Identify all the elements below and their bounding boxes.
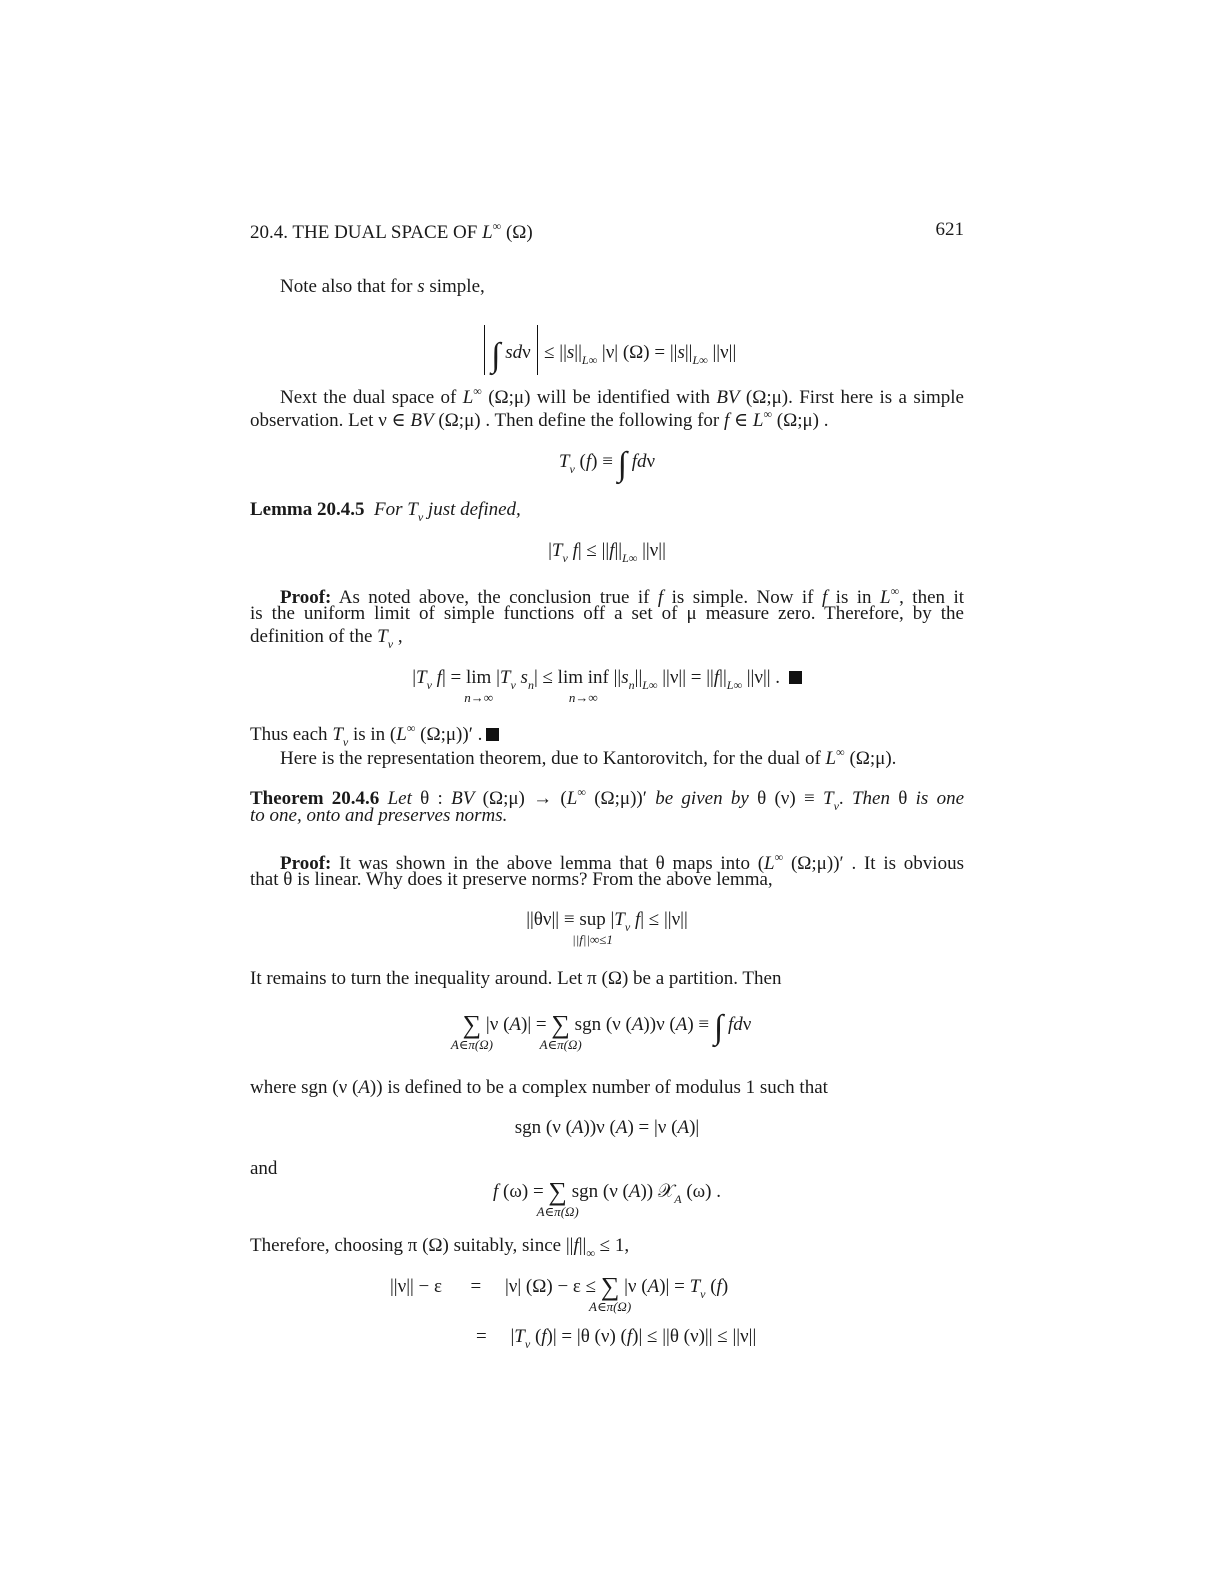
qed-square: [789, 671, 802, 684]
paragraph-remains: It remains to turn the inequality around. Let π (Ω) be a partition. Then: [250, 968, 782, 989]
paragraph-thus: Thus each $T_\nu$ is in (L∞ (Ω;μ))′ .: [250, 716, 964, 754]
paragraph-here: Here is the representation theorem, due to Kantorovitch, for the dual of L∞ (Ω;μ).: [280, 745, 897, 769]
equation-f-def: f (ω) = ∑ A∈π(Ω) sgn (ν (A)) 𝒳$_A$ (ω) .: [493, 1177, 721, 1219]
running-header: [250, 219, 964, 244]
paragraph-dual-2: observation. Let ν ∈ BV (Ω;μ) . Then define the following for f ∈ L∞ (Ω;μ) .: [250, 407, 829, 431]
proof-1-line-1: Proof: As noted above, the conclusion true if f is simple. Now if f is in L∞, then it: [280, 584, 965, 608]
equation-lemma: $|T_\nu$ $f| \le ||f||_{L\infty}$ ||ν||: [548, 540, 666, 565]
equation-sup: ||θν|| ≡ sup ||f||∞≤1 $|T_\nu$ f| ≤ ||ν||: [526, 909, 688, 947]
page-number: 621: [935, 219, 964, 240]
paragraph-where: where sgn (ν (A)) is defined to be a complex number of modulus 1 such that: [250, 1077, 828, 1098]
equation-simple-bound: ∫ $sd\nu \le ||s||_{L\infty}$ |ν| $(\Omega) = ||s||_{L\infty}$ ||ν||: [250, 325, 964, 375]
paragraph-note: Note also that for s simple,: [280, 276, 485, 297]
equation-lim: $|T_\nu$ f| = lim n→∞ $|T_\nu$ $s_n| \le \lim$ inf n→∞ $||s_n||_{L\infty}$ $||\nu|| = ||f||_{L\infty}$ ||ν|| .: [250, 666, 964, 697]
equation-T-def: $T_\nu$ (f) ≡ ∫ fdν: [558, 446, 656, 483]
proof-2-line-2: that θ is linear. Why does it preserve norms? From the above lemma,: [250, 869, 773, 890]
theorem-20-4-6-line-1: Theorem 20.4.6 Let θ : BV (Ω;μ) → (L∞ (Ω;μ))′ be given by θ $(\nu) \equiv T_\nu$. Then θ is one: [250, 785, 965, 813]
section-title: 20.4. THE DUAL SPACE OF L∞ (Ω): [250, 219, 533, 243]
paragraph-therefore: Therefore, choosing π (Ω) suitably, since $||f||_\infty \le 1$,: [250, 1235, 630, 1260]
proof-1-line-2: is the uniform limit of simple functions off a set of μ measure zero. Therefore, by the: [250, 603, 964, 624]
equation-sgn: sgn (ν (A))ν (A) = |ν (A)|: [514, 1117, 700, 1138]
lemma-20-4-5: Lemma 20.4.5 For $T_\nu$ just defined,: [250, 499, 521, 524]
proof-2-line-1: Proof: It was shown in the above lemma that θ maps into (L∞ (Ω;μ))′ . It is obvious: [280, 850, 964, 874]
paragraph-dual-1: Next the dual space of L∞ (Ω;μ) will be identified with BV (Ω;μ). First here is a simple: [280, 384, 964, 408]
equation-final-line-2: = $|T_\nu$ (f)| = |θ (ν) (f)| ≤ ||θ (ν)|| ≤ ||ν||: [476, 1326, 757, 1351]
equation-sum: ∑ A∈π(Ω) |ν (A)| = ∑ A∈π(Ω) sgn (ν (A))ν (A) ≡ ∫ fdν: [450, 1009, 752, 1052]
equation-final-line-1: ||ν|| − ε = |ν| (Ω) − ε ≤ ∑ A∈π(Ω) |ν $(A)| = T_\nu$ (f): [390, 1272, 729, 1314]
proof-1-line-3: definition of the $T_\nu$ ,: [250, 626, 403, 651]
theorem-20-4-6-line-2: to one, onto and preserves norms.: [250, 805, 508, 826]
page: [250, 0, 964, 1584]
paragraph-and: and: [250, 1158, 278, 1179]
